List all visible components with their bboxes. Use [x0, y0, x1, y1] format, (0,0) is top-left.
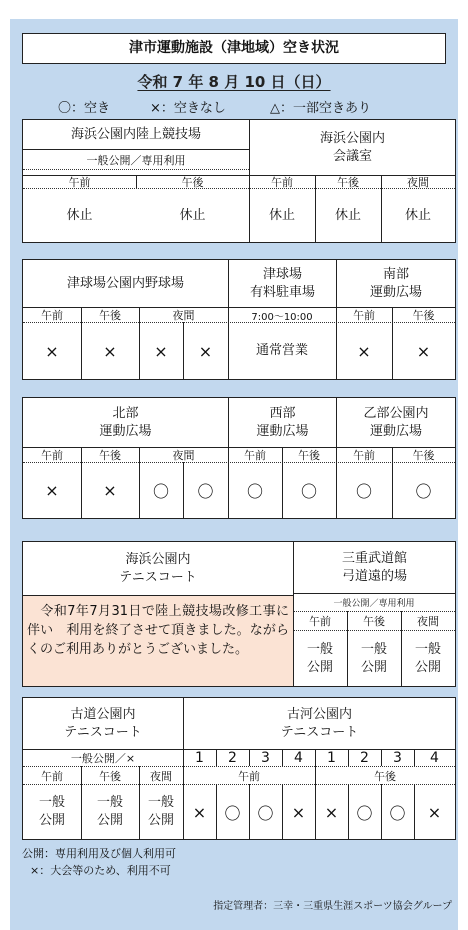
legend-unavailable: ×：空きなし	[150, 101, 226, 116]
status-cell: 一般 公開	[360, 641, 387, 675]
status-cell: ×	[103, 481, 117, 500]
status-cell: 休止	[334, 207, 361, 223]
period-header: 午後	[181, 176, 204, 189]
court-number: 3	[261, 749, 270, 766]
court-number: 2	[360, 749, 369, 766]
facility-name: 海浜公園内 会議室	[319, 130, 385, 164]
status-cell: 一般 公開	[414, 641, 441, 675]
facility-name: 乙部公園内 運動広場	[363, 405, 429, 439]
status-cell: 〇	[389, 803, 406, 823]
status-cell: 〇	[257, 803, 274, 823]
period-header: 午前	[238, 769, 260, 783]
period-header: 午前	[41, 769, 63, 783]
court-number: 4	[430, 749, 439, 766]
period-header: 午後	[363, 615, 385, 628]
period-header: 午後	[412, 309, 435, 322]
closure-notice: 令和7年7月31日で陸上競技場改修工事に伴い 利用を終了させて頂きました。ながらくのご利用ありがとうございました。	[27, 604, 289, 657]
period-header: 夜間	[172, 309, 195, 322]
period-header: 午前	[244, 449, 266, 462]
facility-name: 海浜公園内 テニスコート	[119, 551, 197, 585]
legend-available: 〇：空き	[58, 101, 111, 116]
period-header: 午前	[68, 176, 91, 189]
facility-section-1	[22, 119, 456, 243]
status-cell: ×	[45, 481, 59, 500]
usage-type: 一般公開／専用利用	[333, 599, 415, 609]
status-cell: ×	[291, 802, 306, 822]
period-header: 午後	[337, 176, 359, 189]
status-cell: 〇	[246, 482, 263, 501]
status-cell: 休止	[268, 207, 295, 223]
usage-type: 一般公開／専用利用	[86, 154, 186, 167]
status-cell: 〇	[415, 482, 432, 501]
footnote: 公開：専用利用及び個人利用可	[22, 847, 176, 860]
usage-type: 一般公開／×	[70, 752, 136, 765]
facility-name: 北部 運動広場	[99, 405, 152, 439]
court-number: 3	[393, 749, 402, 766]
facility-name: 西部 運動広場	[256, 405, 309, 439]
status-date: 令和 7 年 8 月 10 日（日）	[137, 72, 331, 91]
court-number: 1	[327, 749, 336, 766]
status-cell: 通常営業	[255, 343, 308, 358]
manager-credit: 指定管理者：三幸・三重県生涯スポーツ協会グループ	[213, 901, 452, 912]
status-cell: ×	[45, 341, 59, 361]
status-cell: 〇	[197, 482, 214, 501]
status-cell: 〇	[224, 803, 241, 823]
status-cell: 一般 公開	[96, 795, 123, 828]
court-number: 2	[228, 749, 237, 766]
facility-section-5	[22, 697, 456, 840]
legend-partial: △：一部空きあり	[270, 101, 371, 116]
status-cell: ×	[357, 341, 371, 361]
period-header: 夜間	[150, 769, 172, 783]
period-header: 午後	[99, 449, 121, 462]
status-cell: 一般 公開	[306, 641, 333, 675]
status-cell: 一般 公開	[147, 795, 174, 828]
status-cell: 一般 公開	[38, 795, 65, 828]
facility-name: 津球場公園内野球場	[66, 275, 184, 291]
facility-section-4	[22, 541, 456, 687]
period-header: 午後	[374, 769, 396, 783]
status-cell: 休止	[179, 207, 206, 223]
status-cell: ×	[154, 341, 168, 361]
facility-name: 南部 運動広場	[369, 266, 422, 300]
status-cell: ×	[192, 802, 207, 822]
status-cell: ×	[103, 341, 117, 361]
period-header: 午後	[99, 309, 121, 322]
facility-name: 海浜公園内陸上競技場	[70, 126, 201, 142]
facility-section-2	[22, 259, 456, 380]
period-header: 午前	[309, 615, 331, 628]
period-header: 午前	[353, 309, 375, 322]
status-cell: 〇	[152, 482, 169, 501]
period-header: 午前	[353, 449, 375, 462]
court-number: 1	[195, 749, 204, 766]
facility-name: 津球場 有料駐車場	[249, 266, 315, 300]
period-header: 夜間	[417, 615, 439, 628]
status-cell: 休止	[404, 207, 431, 223]
period-header: 午後	[99, 769, 121, 783]
court-number: 4	[294, 749, 303, 766]
facility-name: 古道公園内 テニスコート	[64, 706, 142, 740]
period-header: 夜間	[172, 449, 195, 462]
facility-name: 古河公園内 テニスコート	[280, 706, 359, 740]
status-cell: ×	[198, 341, 213, 361]
status-cell: ×	[324, 802, 339, 822]
period-header: 夜間	[407, 176, 429, 189]
period-header: 午後	[298, 449, 320, 462]
period-header: 7:00～10:00	[251, 311, 313, 323]
status-cell: 〇	[355, 482, 372, 501]
period-header: 午後	[412, 449, 435, 462]
period-header: 午前	[271, 176, 293, 189]
facility-name: 三重武道館 弓道遠的場	[341, 550, 407, 584]
period-header: 午前	[41, 449, 63, 462]
footnote: ×：大会等のため、利用不可	[30, 864, 171, 877]
status-cell: 〇	[356, 803, 373, 823]
status-cell: ×	[427, 802, 442, 822]
facility-section-3	[22, 397, 456, 519]
status-cell: 〇	[300, 482, 317, 501]
page-title: 津市運動施設（津地域）空き状況	[22, 33, 446, 64]
status-cell: 休止	[66, 207, 93, 223]
status-cell: ×	[416, 341, 431, 361]
period-header: 午前	[41, 309, 63, 322]
